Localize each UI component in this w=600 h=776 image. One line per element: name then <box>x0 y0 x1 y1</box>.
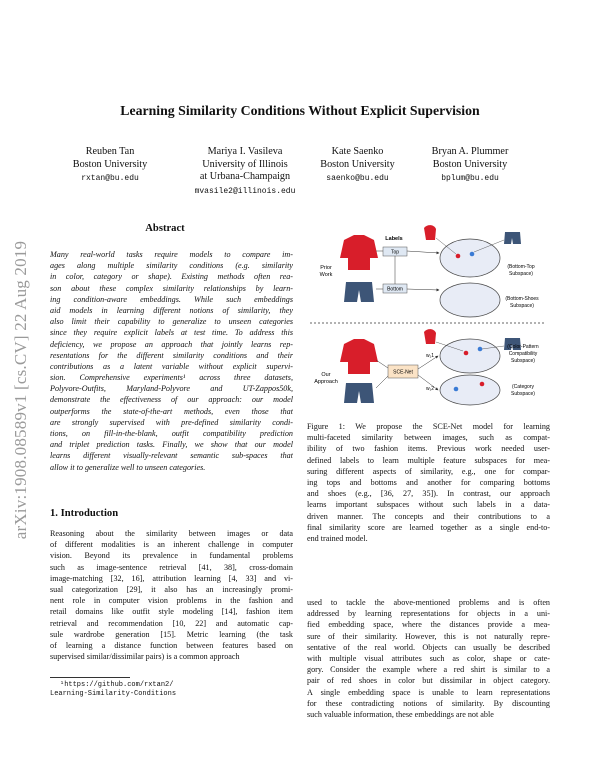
body-line: used to tackle the above-mentioned problems and is often <box>307 598 550 607</box>
prior-work-label: Work <box>319 272 333 278</box>
author-email: saenko@bu.edu <box>326 174 389 183</box>
author-affiliation: at Urbana-Champaign <box>199 171 291 182</box>
author-email: bplum@bu.edu <box>441 174 499 183</box>
intro-line: retail domains like outfit style modeling [14], fashion item <box>50 607 293 617</box>
caption-line: and shoes (e.g., [36, 27, 35]). In contrast, our approach <box>307 489 550 499</box>
footnote-line[interactable]: ¹https://github.com/rxtan2/ <box>60 681 174 689</box>
jeans-shorts-image <box>344 383 374 403</box>
abstract-line: resentations for the different similarity conditions and their <box>50 350 293 360</box>
subspace-ellipse <box>440 239 500 277</box>
labels-title: Labels <box>385 236 403 242</box>
body-line: sentative of the real world. Objects can usually be described <box>307 642 550 652</box>
weight-w2: w₁2 <box>426 386 435 392</box>
intro-line: sual categorization [29], it also has an increasingly promi- <box>50 584 293 594</box>
our-approach-label: Our <box>321 372 331 378</box>
abstract-line: also limit their capability to generalize to unseen categories <box>50 317 293 327</box>
figure-caption <box>307 421 550 544</box>
intro-line: of different modalities is an inherent challenge in computer <box>50 540 293 550</box>
subspace-ellipse <box>440 339 500 373</box>
abstract-line: and triplet prediction tasks. Finally, we show that our model <box>50 440 293 450</box>
subspace-label: (Category <box>512 384 534 390</box>
caption-line: final similarity score are learned together as a single end-to- <box>307 522 550 532</box>
red-sweater-image <box>340 235 378 270</box>
abstract-text <box>50 249 293 473</box>
embedding-point <box>464 351 469 356</box>
body-line: fied embedding space, where the distances provide a mea- <box>307 620 550 630</box>
body-line: pair of red shoes in color but dissimilar in object category. <box>307 676 550 686</box>
red-top-thumbnail <box>424 225 436 240</box>
abstract-line: aid models in learning different notions of similarity, they <box>50 305 293 315</box>
author-block <box>300 146 415 186</box>
abstract-line: deficiency, we propose an approach that jointly learns rep- <box>50 339 293 349</box>
red-sweater-image <box>340 339 378 374</box>
abstract-line: Polyvore-Outfits, Maryland-Polyvore and UT-Zappos50k, <box>50 384 293 394</box>
label-top: Top <box>390 249 400 256</box>
embedding-point <box>456 254 461 259</box>
red-top-thumbnail <box>424 329 436 344</box>
author-email: mvasile2@illinois.edu <box>194 186 296 196</box>
author-name: Mariya I. Vasileva <box>207 146 283 157</box>
paper-title: Learning Similarity Conditions Without Explicit Supervision <box>120 103 480 118</box>
author-name: Reuben Tan <box>85 146 135 157</box>
author-email: rxtan@bu.edu <box>81 174 139 183</box>
caption-line: ibility of two fashion items. Previous work needed user- <box>307 444 550 454</box>
subspace-label: Compatibility <box>508 351 538 357</box>
section-heading: 1. Introduction <box>50 508 119 519</box>
sce-net-label: SCE-Net <box>393 369 413 376</box>
prior-work-label: Prior <box>320 265 332 271</box>
intro-text <box>50 528 293 662</box>
caption-line: defined labels to learn multiple feature subspaces for mea- <box>307 455 550 465</box>
caption-line: multi-faceted similarity between images, such as compat- <box>307 433 550 443</box>
intro-line: Reasoning about the similarity between images or data <box>50 529 293 538</box>
subspace-label: Subspace) <box>510 303 534 309</box>
body-line: with multiple visual attributes such as color, shape or cate- <box>307 653 550 663</box>
caption-line: end trained model. <box>307 533 368 543</box>
intro-line: supervised similar/dissimilar pairs) is a common approach <box>50 652 240 662</box>
intro-line: vision. Beyond its prevalence in fundamental problems <box>50 551 293 561</box>
subspace-label: (Bottom-Top <box>507 264 535 270</box>
caption-line: suring different aspects of similarity, e.g., one for compar- <box>307 466 550 476</box>
subspace-label: Subspace) <box>509 271 533 277</box>
intro-line: of learning a distance function between features based on <box>50 640 293 650</box>
abstract-line: allow it to generalize well to unseen categories. <box>50 462 206 472</box>
footnote <box>50 681 290 699</box>
subspace-label: Subspace) <box>511 391 535 397</box>
abstract-heading: Abstract <box>145 223 185 234</box>
abstract-line: since they require explicit labels at test time. To address this <box>50 328 293 338</box>
subspace-label: Subspace) <box>511 358 535 364</box>
abstract-line: are strongly supervised with pre-defined similarity condi- <box>50 417 293 427</box>
subspace-label: (Color-Pattern <box>507 344 539 350</box>
abstract-line: ing condition-aware embeddings. While such embeddings <box>50 294 293 304</box>
arxiv-side-stamp <box>4 200 38 580</box>
author-affiliation: University of Illinois <box>202 158 288 170</box>
abstract-line: contributions as a latent variable without explicit supervi- <box>50 361 293 371</box>
embedding-point <box>480 382 485 387</box>
our-approach-label: Approach <box>314 379 338 385</box>
subspace-label: (Bottom-Shoes <box>505 296 539 302</box>
author-name: Bryan A. Plummer <box>431 146 509 157</box>
intro-line: nent role in computer vision problems in the fashion and <box>50 596 293 606</box>
body-line: addressed by learning representations for objects in a uni- <box>307 609 550 619</box>
abstract-line: in color, category or shape). Existing methods often rea- <box>50 272 293 282</box>
abstract-line: son about these complex similarity relationships by learn- <box>50 283 293 293</box>
arxiv-id: arXiv:1908.08589v1 [cs.CV] 22 Aug 2019 <box>11 240 30 540</box>
arrow <box>376 360 388 368</box>
caption-line: Figure 1: We propose the SCE-Net model for learning <box>307 422 550 431</box>
body-line: A single embedding space is unable to learn representations <box>307 687 550 697</box>
body-line: for these contradicting notions of similarity. By discounting <box>307 698 550 708</box>
caption-line: learns important subspaces without such labels in a data- <box>307 500 550 510</box>
abstract-line: Many real-world tasks require models to compare im- <box>50 250 293 259</box>
caption-line: driven manner. The concepts and their contributions to a <box>307 511 550 521</box>
shorts-thumbnail <box>504 232 521 244</box>
abstract-line: learns different visually-relevant semantic sub-spaces that <box>50 451 293 461</box>
body-line: gory. Consider the example where a red shirt is similar to a <box>307 665 550 675</box>
abstract-line: demonstrate the effectiveness of our approach: our model <box>50 395 293 405</box>
footnote-rule <box>50 677 130 678</box>
abstract-line: ages along multiple similarity conditions (e.g. similarity <box>50 261 293 271</box>
embedding-point <box>470 252 475 257</box>
author-affiliation: Boston University <box>72 158 148 170</box>
body-line: sure of their similarity. However, this is not naturally repre- <box>307 631 550 641</box>
intro-line: image-matching [32, 16], attribution learning [4, 33] and vi- <box>50 573 293 583</box>
intro-line: sule wardrobe generation [15]. Metric learning (the task <box>50 629 293 639</box>
weight-w1: w₁1 <box>426 353 435 359</box>
author-affiliation: Boston University <box>432 158 508 170</box>
author-affiliation: Boston University <box>320 158 395 170</box>
jeans-shorts-image <box>344 282 374 302</box>
arrow <box>376 376 388 388</box>
embedding-point <box>454 387 459 392</box>
author-name: Kate Saenko <box>331 146 384 157</box>
caption-line: ing tops and bottoms and another for comparing bottoms <box>307 477 550 487</box>
intro-line: such as image-sentence retrieval [41, 38], cross-domain <box>50 562 293 572</box>
abstract-line: sion. Comprehensive experiments¹ across three datasets, <box>50 373 293 383</box>
figure-1 <box>306 220 550 408</box>
abstract-line: tions, on fill-in-the-blank, outfit compatibility prediction <box>50 429 293 438</box>
author-block <box>50 146 170 186</box>
footnote-line: Learning-Similarity-Conditions <box>50 690 177 698</box>
intro-line: retrieval and recommendation [10, 22] and automatic cap- <box>50 618 293 628</box>
subspace-ellipse <box>440 375 500 405</box>
abstract-line: outperforms the state-of-the-art methods, even those that <box>50 406 293 416</box>
body-line: such valuable information, these embeddings are not able <box>307 709 494 719</box>
author-block <box>410 146 530 186</box>
arrow <box>407 289 439 290</box>
right-column-text <box>307 597 550 720</box>
arrow <box>407 251 439 253</box>
subspace-ellipse <box>440 283 500 317</box>
embedding-point <box>478 347 483 352</box>
label-bottom: Bottom <box>387 286 403 293</box>
